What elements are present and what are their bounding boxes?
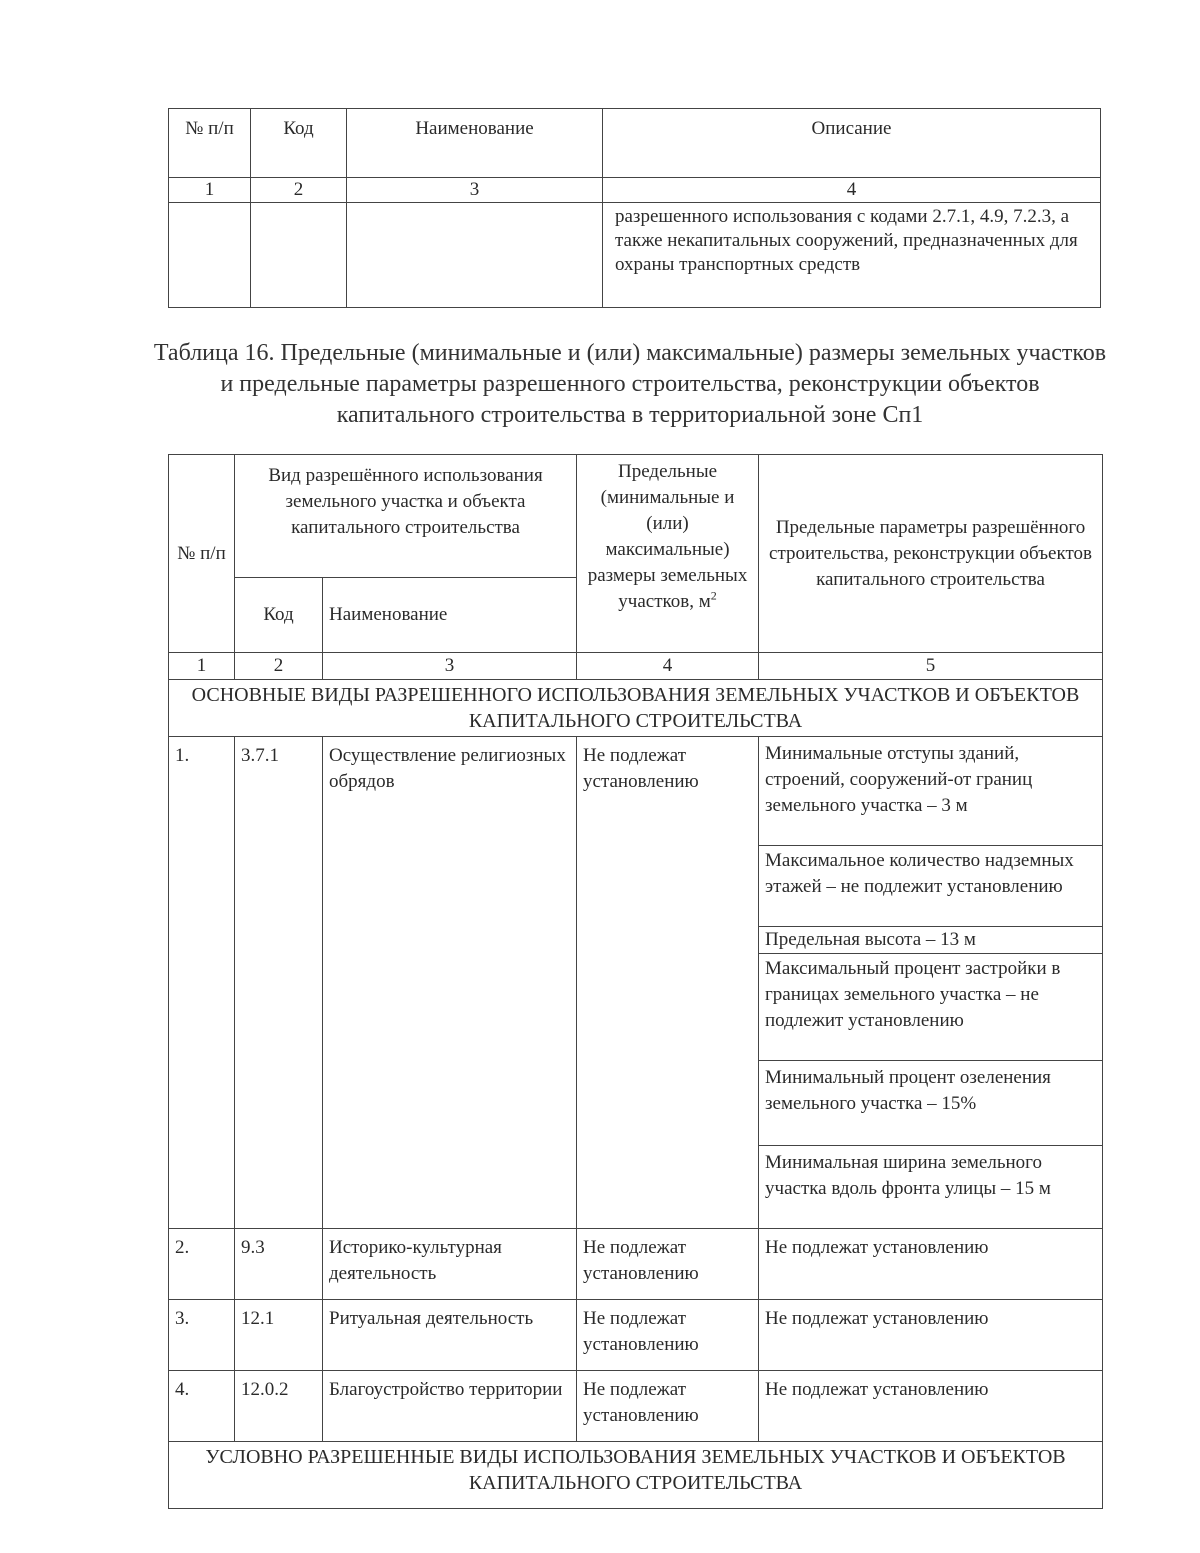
header-code: Код <box>251 109 347 178</box>
table-row <box>169 1229 1103 1300</box>
column-number: 3 <box>323 653 577 680</box>
column-number: 2 <box>235 653 323 680</box>
column-number: 1 <box>169 653 235 680</box>
table-row <box>169 737 1103 846</box>
table-header-row <box>169 455 1103 578</box>
row-params: Не подлежат установлению <box>759 1300 1103 1371</box>
column-number: 3 <box>347 178 603 203</box>
table-row <box>169 1300 1103 1371</box>
header-sizes <box>577 455 759 653</box>
row-num <box>169 203 251 308</box>
section-row-conditional <box>169 1442 1103 1509</box>
row-name <box>347 203 603 308</box>
table-row <box>169 1371 1103 1442</box>
param-height: Предельная высота – 13 м <box>759 927 1103 954</box>
row-sizes: Не подлежат установлению <box>577 1300 759 1371</box>
param-frontage-width: Минимальная ширина земельного участка вдоль фронта улицы – 15 м <box>759 1146 1103 1229</box>
section-conditional-heading: УСЛОВНО РАЗРЕШЕННЫЕ ВИДЫ ИСПОЛЬЗОВАНИЯ ЗЕМЕЛЬНЫХ УЧАСТКОВ И ОБЪЕКТОВ КАПИТАЛЬНОГО СТРОИТЕЛЬСТВА <box>169 1442 1103 1509</box>
param-floors: Максимальное количество надземных этажей – не подлежит установлению <box>759 846 1103 927</box>
table-header-row <box>169 109 1101 178</box>
row-code: 9.3 <box>235 1229 323 1300</box>
header-num: № п/п <box>169 455 235 653</box>
header-params: Предельные параметры разрешённого строительства, реконструкции объектов капитального строительства <box>759 455 1103 653</box>
param-setbacks: Минимальные отступы зданий, строений, сооружений-от границ земельного участка – 3 м <box>759 737 1103 846</box>
header-sizes-superscript: 2 <box>710 588 717 603</box>
row-name: Осуществление религиозных обрядов <box>323 737 577 1229</box>
row-sizes: Не подлежат установлению <box>577 737 759 1229</box>
row-sizes: Не подлежат установлению <box>577 1371 759 1442</box>
header-description: Описание <box>603 109 1101 178</box>
row-code: 3.7.1 <box>235 737 323 1229</box>
row-name: Благоустройство территории <box>323 1371 577 1442</box>
header-code: Код <box>235 578 323 653</box>
row-params: Не подлежат установлению <box>759 1371 1103 1442</box>
column-number: 5 <box>759 653 1103 680</box>
column-number: 2 <box>251 178 347 203</box>
section-main-heading: ОСНОВНЫЕ ВИДЫ РАЗРЕШЕННОГО ИСПОЛЬЗОВАНИЯ ЗЕМЕЛЬНЫХ УЧАСТКОВ И ОБЪЕКТОВ КАПИТАЛЬНОГО СТРОИТЕЛЬСТВА <box>169 680 1103 737</box>
continuation-table <box>168 108 1101 308</box>
column-number: 1 <box>169 178 251 203</box>
row-code: 12.0.2 <box>235 1371 323 1442</box>
param-building-percent: Максимальный процент застройки в границах земельного участка – не подлежит установлению <box>759 954 1103 1061</box>
header-num: № п/п <box>169 109 251 178</box>
row-num: 2. <box>169 1229 235 1300</box>
table-row <box>169 203 1101 308</box>
header-kind-group: Вид разрешённого использования земельного участка и объекта капитального строительства <box>235 455 577 578</box>
column-numbers-row <box>169 178 1101 203</box>
column-numbers-row <box>169 653 1103 680</box>
header-name: Наименование <box>323 578 577 653</box>
row-sizes: Не подлежат установлению <box>577 1229 759 1300</box>
row-code <box>251 203 347 308</box>
section-row-main <box>169 680 1103 737</box>
header-name: Наименование <box>347 109 603 178</box>
row-num: 1. <box>169 737 235 1229</box>
header-sizes-text: Предельные (минимальные и (или) максимальные) размеры земельных участков, м <box>587 461 748 612</box>
row-num: 4. <box>169 1371 235 1442</box>
row-name: Ритуальная деятельность <box>323 1300 577 1371</box>
row-params: Не подлежат установлению <box>759 1229 1103 1300</box>
column-number: 4 <box>577 653 759 680</box>
table-caption: Таблица 16. Предельные (минимальные и (или) максимальные) размеры земельных участков и предельные параметры разрешенного строительства, реконструкции объектов капитального строительства в территориальной зоне Сп1 <box>153 340 1107 428</box>
param-greenery-percent: Минимальный процент озеленения земельного участка – 15% <box>759 1061 1103 1146</box>
column-number: 4 <box>603 178 1101 203</box>
row-name: Историко-культурная деятельность <box>323 1229 577 1300</box>
parameters-table <box>168 454 1103 1509</box>
row-code: 12.1 <box>235 1300 323 1371</box>
row-num: 3. <box>169 1300 235 1371</box>
row-description: разрешенного использования с кодами 2.7.1, 4.9, 7.2.3, а также некапитальных сооружений, предназначенных для охраны транспортных средств <box>603 203 1101 308</box>
